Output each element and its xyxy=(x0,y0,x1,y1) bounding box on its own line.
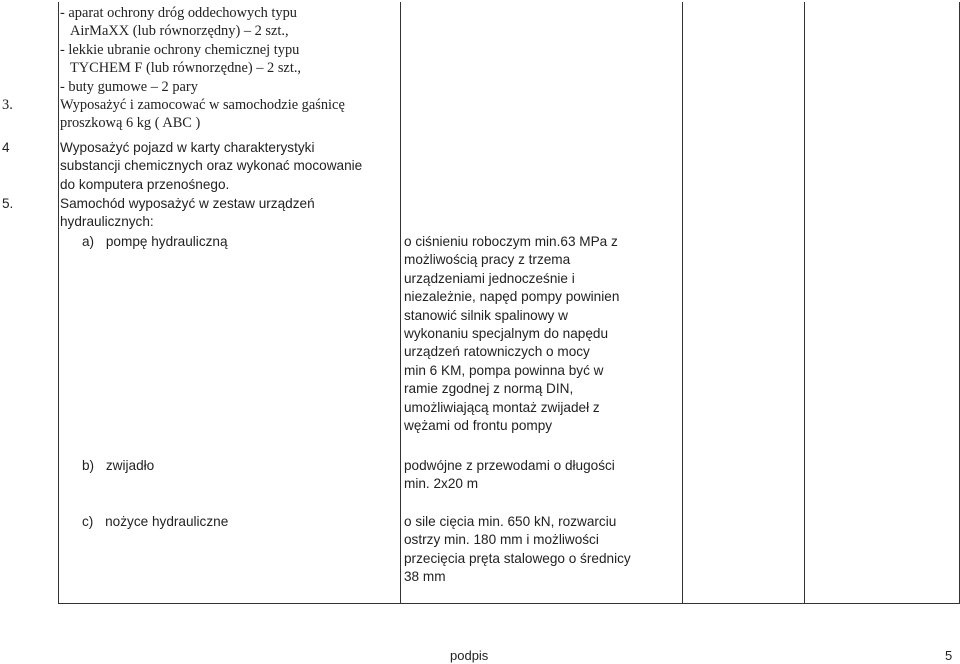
text-line: wykonaniu specjalnym do napędu xyxy=(404,326,609,342)
text-line: substancji chemicznych oraz wykonać mocowanie xyxy=(60,158,363,174)
signature-label: podpis xyxy=(450,648,489,663)
table-border-left xyxy=(58,2,59,604)
text-line: - aparat ochrony dróg oddechowych typu xyxy=(60,5,297,21)
text-line: proszkową 6 kg ( ABC ) xyxy=(60,115,201,132)
subitem-b xyxy=(82,457,154,475)
text-line: AirMaXX (lub równorzędny) – 2 szt., xyxy=(70,23,289,40)
column-divider-1 xyxy=(400,2,401,604)
subitem-text: zwijadło xyxy=(105,458,155,473)
text-line: - buty gumowe – 2 pary xyxy=(60,78,198,95)
specification-table xyxy=(2,2,960,604)
item-number: 4 xyxy=(2,140,10,155)
text-line: możliwością pracy z trzema xyxy=(404,252,571,268)
text-line: Wyposażyć pojazd w karty charakterystyki xyxy=(60,140,315,155)
intro-equipment-list xyxy=(60,4,301,96)
subitem-label: c) xyxy=(82,514,94,529)
item-number: 3. xyxy=(2,97,13,113)
text-line: przecięcia pręta stalowego o średnicy xyxy=(404,550,631,566)
text-line: urządzeniami jednocześnie i xyxy=(404,270,575,286)
column-divider-3 xyxy=(804,2,805,604)
text-line: Wyposażyć i zamocować w samochodzie gaśnicę xyxy=(60,97,345,113)
subitem-c xyxy=(82,513,228,531)
text-line: 38 mm xyxy=(404,569,446,585)
text-line: do komputera przenośnego. xyxy=(60,176,230,192)
table-border-bottom xyxy=(58,603,960,604)
text-line: umożliwiającą montaż zwijadeł z xyxy=(404,399,600,415)
text-line: TYCHEM F (lub równorzędne) – 2 szt., xyxy=(70,60,302,77)
pump-specification xyxy=(404,233,619,435)
text-line: min. 2x20 m xyxy=(404,476,479,492)
text-line: podwójne z przewodami o długości xyxy=(404,458,615,473)
text-line: niezależnie, napęd pompy powinien xyxy=(404,289,620,305)
text-line: hydraulicznych: xyxy=(60,214,154,230)
subitem-text: nożyce hydrauliczne xyxy=(105,514,229,529)
text-line: wężami od frontu pompy xyxy=(404,418,553,434)
text-line: o ciśnieniu roboczym min.63 MPa z xyxy=(404,234,618,249)
text-line: - lekkie ubranie ochrony chemicznej typu xyxy=(60,41,300,58)
text-line: Samochód wyposażyć w zestaw urządzeń xyxy=(60,196,315,211)
text-line: ostrzy min. 180 mm i możliwości xyxy=(404,532,599,548)
reel-specification xyxy=(404,457,615,494)
item-number: 5. xyxy=(2,196,14,211)
text-line: o sile cięcia min. 650 kN, rozwarciu xyxy=(404,514,617,529)
text-line: stanowić silnik spalinowy w xyxy=(404,307,568,323)
subitem-a xyxy=(82,233,228,251)
page-number: 5 xyxy=(945,648,953,663)
text-line: ramie zgodnej z normą DIN, xyxy=(404,381,574,397)
cutter-specification xyxy=(404,513,631,587)
text-line: urządzeń ratowniczych o mocy xyxy=(404,344,590,360)
subitem-label: a) xyxy=(82,234,95,249)
subitem-label: b) xyxy=(82,458,95,473)
text-line: min 6 KM, pompa powinna być w xyxy=(404,362,604,378)
column-divider-2 xyxy=(682,2,683,604)
subitem-text: pompę hydrauliczną xyxy=(105,234,228,249)
